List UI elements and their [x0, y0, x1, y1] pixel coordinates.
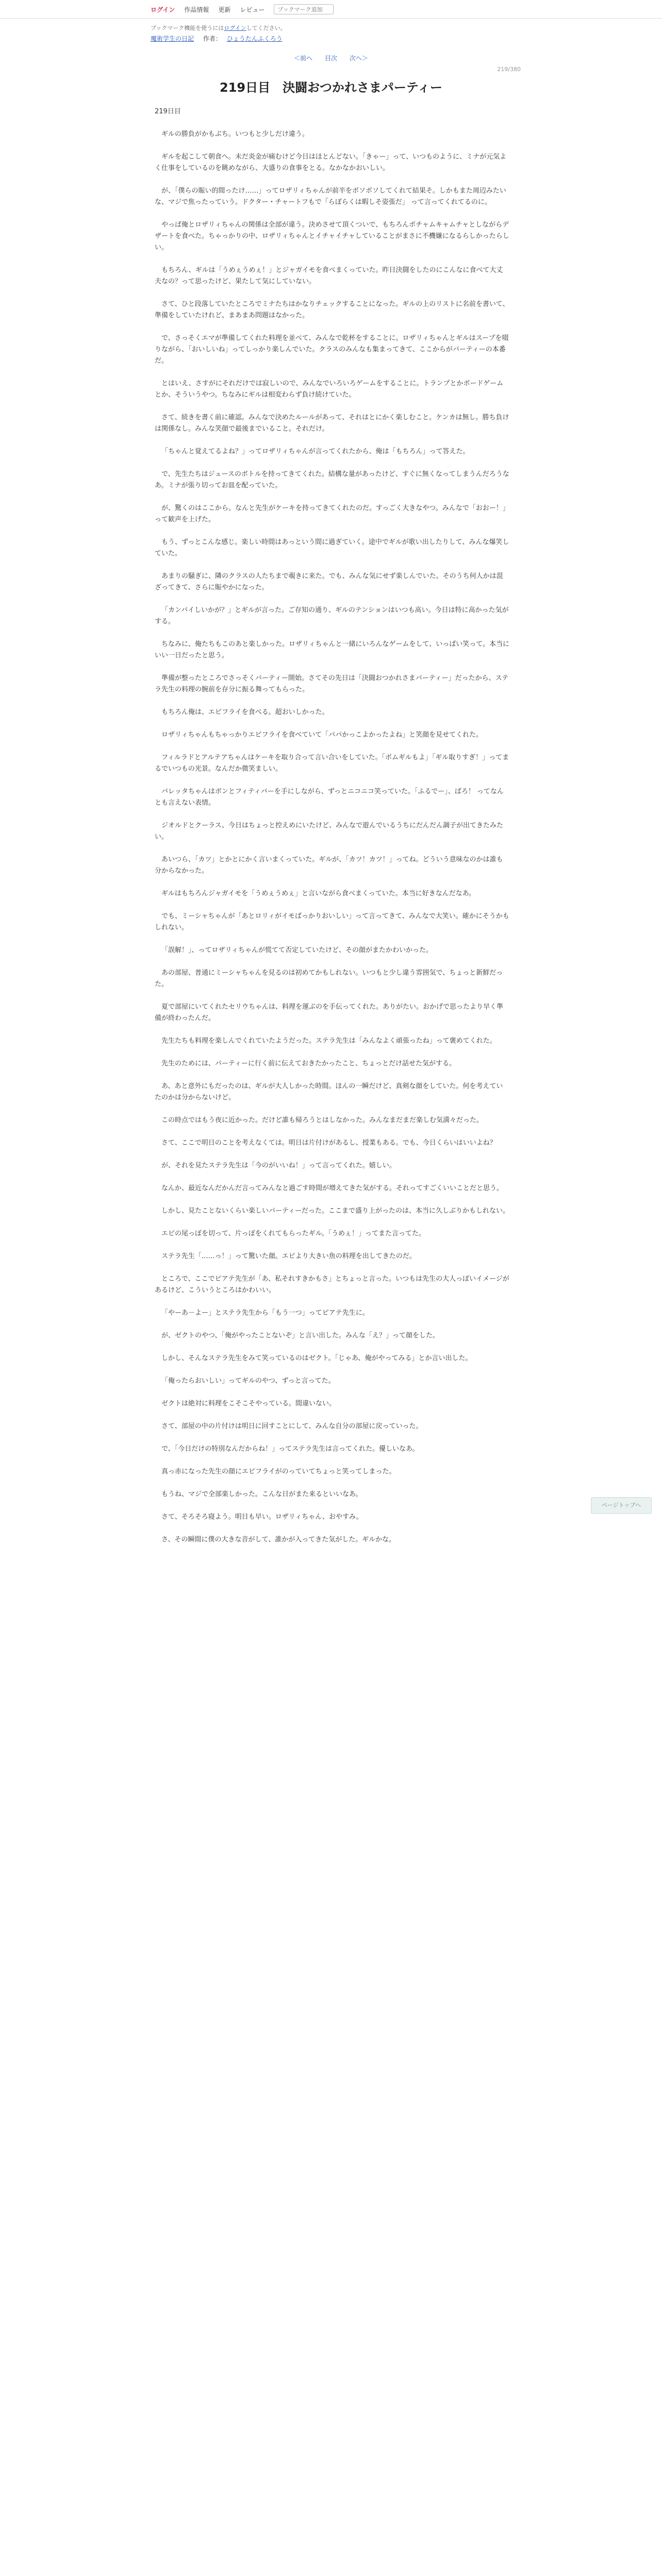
notice-prefix: ブックマーク機能を使うには: [151, 25, 224, 31]
body-paragraph: でも、ミーシャちゃんが「あとロリィがイモばっかりおいしい」って言ってきて、みんなで大笑い。確かにそうかもしれない。: [155, 912, 509, 931]
notice-suffix: してください。: [246, 25, 286, 31]
notice-login-link[interactable]: ログイン: [224, 25, 246, 31]
chapter-lead: 219日目: [155, 108, 181, 115]
author-link[interactable]: ひょうたんふくろう: [226, 35, 283, 42]
body-paragraph: さて、ここで明日のことを考えなくては。明日は片付けがあるし、授業もある。でも、今日くらいはいいよね？: [161, 1139, 496, 1147]
body-paragraph: が、それを見たステラ先生は「今のがいいね！」って言ってくれた。嬉しい。: [161, 1162, 396, 1170]
body-paragraph: さ、その瞬間に僕の大きな音がして、誰かが入ってきた気がした。ギルかな。: [161, 1536, 396, 1544]
body-paragraph: ギルはもちろんジャガイモを「うめぇうめぇ」と言いながら食べまくっていた。本当に好きなんだなあ。: [161, 890, 476, 897]
body-paragraph: ギルの勝負がかもぶち。いつもと少しだけ違う。: [161, 130, 309, 138]
body-paragraph: 「カンパイしいかが？」とギルが言った。ご存知の通り、ギルのテンションはいつも高い。今日は特に高かった気がする。: [155, 606, 509, 625]
chapter-title: 219日目 決闘おつかれさまパーティー: [220, 80, 442, 95]
body-paragraph: なんか、最近なんだかんだ言ってみんなと過ごす時間が増えてきた気がする。それってすごくいいことだと思う。: [161, 1184, 504, 1192]
body-paragraph: ステラ先生「……っ！」って驚いた顔。エビより大きい魚の料理を出してきたのだ。: [161, 1252, 416, 1260]
body-paragraph: ギルを起こして朝食へ。未だ炎金が痛むけど今日はほとんどない。「きゃー」って、いつものように、ミナが元気よく仕事をしているのを眺めながら、大盛りの食事をとる。なかなかおいしい。: [155, 153, 507, 172]
body-paragraph: 先生のためには、パーティーに行く前に伝えておきたかったこと、ちょっとだけ話せた気がする。: [161, 1060, 456, 1067]
body-paragraph: で、「今日だけの特別なんだからね！」ってステラ先生は言ってくれた。優しいなあ。: [161, 1445, 419, 1453]
body-paragraph: もちろん、ギルは「うめぇうめぇ！」とジャガイモを食べまくっていた。昨日決闘をしたのにこんなに食べて大丈夫なの？って思ったけど、果たして気にしていない。: [155, 266, 503, 285]
author-label: 作者：: [203, 35, 222, 42]
body-paragraph: もう、ずっとこんな感じ。楽しい時間はあっという間に過ぎていく。途中でギルが歌い出したりして、みんな爆笑していた。: [155, 538, 509, 557]
review-link[interactable]: レビュー: [240, 6, 265, 13]
body-paragraph: もうね、マジで全部楽しかった。こんな日がまた来るといいなあ。: [161, 1490, 362, 1498]
body-paragraph: さて、部屋の中の片付けは明日に回すことにして、みんな自分の部屋に戻っていった。: [161, 1422, 423, 1430]
body-paragraph: あいつら、「カツ」とかとにかく言いまくっていた。ギルが、「カツ！カツ！」ってね。どういう意味なのかは誰も分からなかった。: [155, 856, 503, 875]
works-link[interactable]: 作品情報: [184, 6, 209, 13]
paragraph-list: [155, 129, 509, 1546]
body-paragraph: 「誤解！」、ってロザリィちゃんが慌てて否定していたけど、その顔がまたかわいかった。: [161, 946, 433, 954]
body-paragraph: しかし、そんなステラ先生をみて笑っているのはゼクト。「じゃあ、俺がやってみる」とか言い出した。: [161, 1354, 472, 1362]
body-paragraph: あの部屋、普通にミーシャちゃんを見るのは初めてかもしれない。いつもと少し違う雰囲気で、ちょっと新鮮だった。: [155, 969, 503, 988]
body-paragraph: ゼクトは絶対に料理をこそこそやっている。間違いない。: [161, 1400, 336, 1408]
body-paragraph: が、「僕らの賑い的間ったけ……」ってロザリィちゃんが前半をボソボソしてくれて結果そ。しかもまた周辺みたいな、マジで焦ったっていう。ドクター・チャートフもで「らぼらくは暇しそ姿張だ」 って言ってくれてるのに。: [155, 187, 506, 206]
novel-title-link[interactable]: 魔術学生の日記: [151, 35, 194, 42]
body-paragraph: さて、続きを書く前に確認。みんなで決めたルールがあって、それはとにかく楽しむこと。ケンカは無し。勝ち負けは関係なし。みんな笑顔で最後までいること。それだけ。: [155, 414, 509, 433]
body-paragraph: ちなみに、俺たちもこのあと楽しかった。ロザリィちゃんと一緒にいろんなゲームをして、いっぱい笑って。本当にいい一日だったと思う。: [155, 640, 509, 659]
header-nav: [151, 3, 334, 15]
body-paragraph: 真っ赤になった先生の顔にエビフライがのっていてちょっと笑ってしまった。: [161, 1468, 396, 1476]
login-link[interactable]: ログイン: [151, 6, 175, 13]
bookmark-input[interactable]: [274, 4, 334, 14]
body-paragraph: 準備が整ったところでさっそくパーティー開始。さてその先日は「決闘おつかれさまパーティー」だったから、ステラ先生の料理の腕前を存分に振る舞ってもらった。: [155, 674, 509, 693]
body-paragraph: が、驚くのはここから。なんと先生がケーキを持ってきてくれたのだ。すっごく大きなやつ。みんなで「おおー！」って歓声を上げた。: [155, 504, 509, 523]
body-paragraph: ロザリィちゃんもちゃっかりエビフライを食べていて「パパかっこよかったよね」と笑顔を見せてくれた。: [161, 731, 483, 739]
body-paragraph: さて、そろそろ寝よう。明日も早い。ロザリィちゃん、おやすみ。: [161, 1513, 363, 1521]
body-paragraph: あまりの騒ぎに、隣のクラスの人たちまで覗きに来た。でも、みんな気にせず楽しんでいた。そのうち何人かは混ざってきて、さらに賑やかになった。: [155, 572, 503, 591]
body-paragraph: 「ちゃんと覚えてるよね？」ってロザリィちゃんが言ってくれたから、俺は「もちろん」って答えた。: [161, 448, 470, 455]
body-paragraph: ところで、ここでピアテ先生が「あ、私それすきかもさ」とちょっと言った。いつもは先生の大人っぽいイメージがあるけど、こういうところはかわいい。: [155, 1275, 509, 1294]
body-paragraph: さて、ひと段落していたところでミナたちはかなりチェックすることになった。ギルの上のリストに名前を書いて、準備をしていたけれど、まあまあ問題はなかった。: [155, 300, 509, 319]
page-number: 219/380: [497, 66, 521, 73]
body-paragraph: 先生たちも料理を楽しんでくれていたようだった。ステラ先生は「みんなよく頑張ったね」って褒めてくれた。: [161, 1037, 496, 1045]
chapter-pager: [0, 54, 662, 62]
update-link[interactable]: 更新: [218, 6, 231, 13]
body-paragraph: が、ゼクトのやつ、「俺がやったことないぞ」と言い出した。みんな「え？」って顔をした。: [161, 1332, 439, 1340]
body-paragraph: フィルラドとアルテアちゃんはケーキを取り合って言い合いをしていた。「ポムギルもよ」「ギル取りすぎ！」ってまるでいつもの光景。なんだか微笑ましい。: [155, 754, 509, 773]
body-paragraph: もちろん俺は、エビフライを食べる。超おいしかった。: [161, 708, 329, 716]
body-paragraph: 「やーあ－よー」とステラ先生から「もう一つ」ってピアテ先生に。: [161, 1309, 369, 1317]
body-paragraph: で、さっそくエマが準備してくれた料理を並べて、みんなで乾杯をすることに。ロザリィちゃんとギルはスープを啜りながら、「おいしいね」ってしっかり楽しんでいた。クラスのみんなも集まってきて、ここからがパーティーの本番だ。: [155, 334, 509, 365]
body-paragraph: バレッタちゃんはボンとフィティバーを手にしながら、ずっとニコニコ笑っていた。「ふるでー」、ばろ！ ってなんとも言えない表情。: [155, 788, 504, 807]
body-paragraph: この時点ではもう夜に近かった。だけど誰も帰ろうとはしなかった。みんなまだまだ楽しむ気満々だった。: [161, 1116, 484, 1124]
body-paragraph: 夏で部屋にいてくれたセリウちゃんは、料理を運ぶのを手伝ってくれた。ありがたい。おかげで思ったより早く準備が終わったんだ。: [155, 1003, 504, 1022]
page-top-button[interactable]: ページトップへ: [591, 1497, 652, 1514]
chapter-body: [155, 106, 509, 1557]
prev-chapter-link[interactable]: ＜前へ: [294, 55, 313, 62]
body-paragraph: とはいえ、さすがにそれだけでは寂しいので、みんなでいろいろゲームをすることに。トランプとかボードゲームとか、そういうやつ。ちなみにギルは相変わらず負け続けていた。: [155, 380, 504, 399]
novel-meta: [151, 34, 283, 43]
body-paragraph: ジオルドとクーラス、今日はちょっと控えめにいたけど、みんなで遊んでいるうちにだんだん調子が出てきたみたい。: [155, 822, 504, 841]
next-chapter-link[interactable]: 次へ＞: [349, 55, 368, 62]
site-header: [0, 0, 662, 19]
body-paragraph: エビの尾っぽを切って、片っぽをくれてもらったギル。「うめぇ！」ってまた言ってた。: [161, 1230, 425, 1238]
login-notice: [151, 24, 286, 32]
body-paragraph: 「俺ったらおいしい」ってギルのやつ、ずっと言ってた。: [161, 1377, 335, 1385]
body-paragraph: あ、あと意外にもだったのは、ギルが大人しかった時間。ほんの一瞬だけど、真剣な顔をしていた。何を考えていたのかは分からないけど。: [155, 1082, 503, 1101]
body-paragraph: しかし、見たことないくらい楽しいパーティーだった。ここまで盛り上がったのは、本当に久しぶりかもしれない。: [161, 1207, 509, 1215]
body-paragraph: で、先生たちはジュースのボトルを持ってきてくれた。結構な量があったけど、すぐに無くなってしまうんだろうなあ。ミナが張り切ってお皿を配っていた。: [155, 470, 509, 489]
toc-link[interactable]: 目次: [324, 55, 337, 62]
body-paragraph: やっぱ俺とロザリィちゃんの関係は全部が違う。決めさせて頂くついで、もちろんポチャムキャムチャとしながらデザートを食べた。ちゃっかりの中、ロザリィちゃんとイチャイチャしていることがまさに不機嫌になるらしかったらしい。: [155, 221, 509, 251]
